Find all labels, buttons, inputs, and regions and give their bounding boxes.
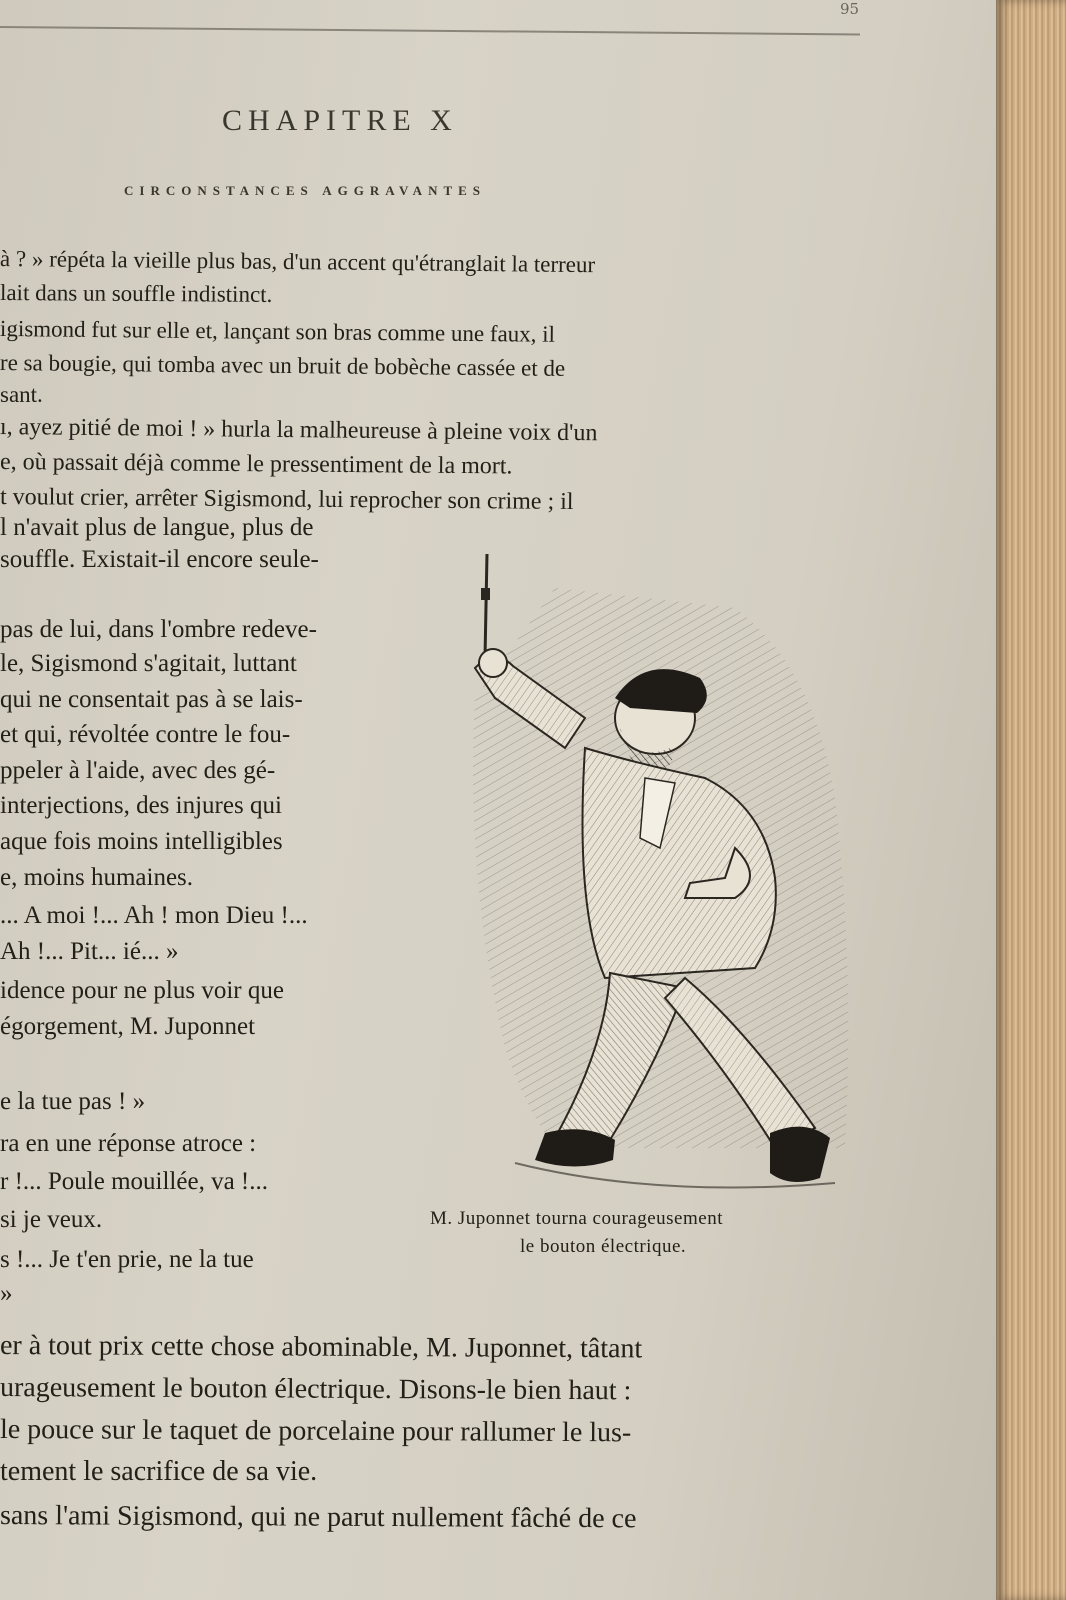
text-line: ra en une réponse atroce : xyxy=(0,1130,257,1157)
text-line: re sa bougie, qui tomba avec un bruit de bobèche cassée et de xyxy=(0,350,566,381)
text-line: souffle. Existait-il encore seule- xyxy=(0,546,319,573)
chapter-subtitle: CIRCONSTANCES AGGRAVANTES xyxy=(124,183,487,198)
figure-caption: le bouton électrique. xyxy=(520,1236,687,1257)
figure-caption: M. Juponnet tourna courageusement xyxy=(430,1208,723,1229)
text-line: l n'avait plus de langue, plus de xyxy=(0,514,314,541)
engraving-illustration xyxy=(435,548,865,1208)
text-line: s !... Je t'en prie, ne la tue xyxy=(0,1246,254,1273)
text-line: pas de lui, dans l'ombre redeve- xyxy=(0,616,317,643)
text-line: igismond fut sur elle et, lançant son bras comme une faux, il xyxy=(0,316,556,347)
text-line: égorgement, M. Juponnet xyxy=(0,1013,256,1040)
text-line: le, Sigismond s'agitait, luttant xyxy=(0,650,297,677)
header-rule xyxy=(0,26,860,36)
text-line: tement le sacrifice de sa vie. xyxy=(0,1456,318,1487)
text-line: qui ne consentait pas à se lais- xyxy=(0,686,303,713)
chapter-title: CHAPITRE X xyxy=(222,104,458,137)
text-line: aque fois moins intelligibles xyxy=(0,828,283,855)
text-line: » xyxy=(0,1280,13,1307)
text-line: ı, ayez pitié de moi ! » hurla la malheureuse à pleine voix d'un xyxy=(0,414,598,447)
text-line: t voulut crier, arrêter Sigismond, lui reprocher son crime ; il xyxy=(0,484,574,516)
text-line: sant. xyxy=(0,382,43,407)
text-line: ppeler à l'aide, avec des gé- xyxy=(0,757,276,784)
text-line: er à tout prix cette chose abominable, M. Juponnet, tâtant xyxy=(0,1330,643,1365)
page-edges xyxy=(996,0,1066,1600)
text-line: et qui, révoltée contre le fou- xyxy=(0,721,291,748)
text-line: le pouce sur le taquet de porcelaine pour rallumer le lus- xyxy=(0,1414,632,1449)
text-line: e, où passait déjà comme le pressentiment de la mort. xyxy=(0,449,513,480)
text-line: lait dans un souffle indistinct. xyxy=(0,280,273,307)
text-line: e la tue pas ! » xyxy=(0,1088,146,1115)
text-line: à ? » répéta la vieille plus bas, d'un accent qu'étranglait la terreur xyxy=(0,246,596,278)
text-line: urageusement le bouton électrique. Disons-le bien haut : xyxy=(0,1372,632,1407)
page-number: 95 xyxy=(840,0,860,18)
text-line: e, moins humaines. xyxy=(0,864,194,891)
text-line: Ah !... Pit... ié... » xyxy=(0,938,179,965)
text-line: interjections, des injures qui xyxy=(0,792,282,819)
text-line: r !... Poule mouillée, va !... xyxy=(0,1168,268,1195)
text-line: ... A moi !... Ah ! mon Dieu !... xyxy=(0,902,308,929)
text-line: si je veux. xyxy=(0,1206,103,1233)
text-line: idence pour ne plus voir que xyxy=(0,977,284,1004)
text-line: sans l'ami Sigismond, qui ne parut nullement fâché de ce xyxy=(0,1500,637,1535)
